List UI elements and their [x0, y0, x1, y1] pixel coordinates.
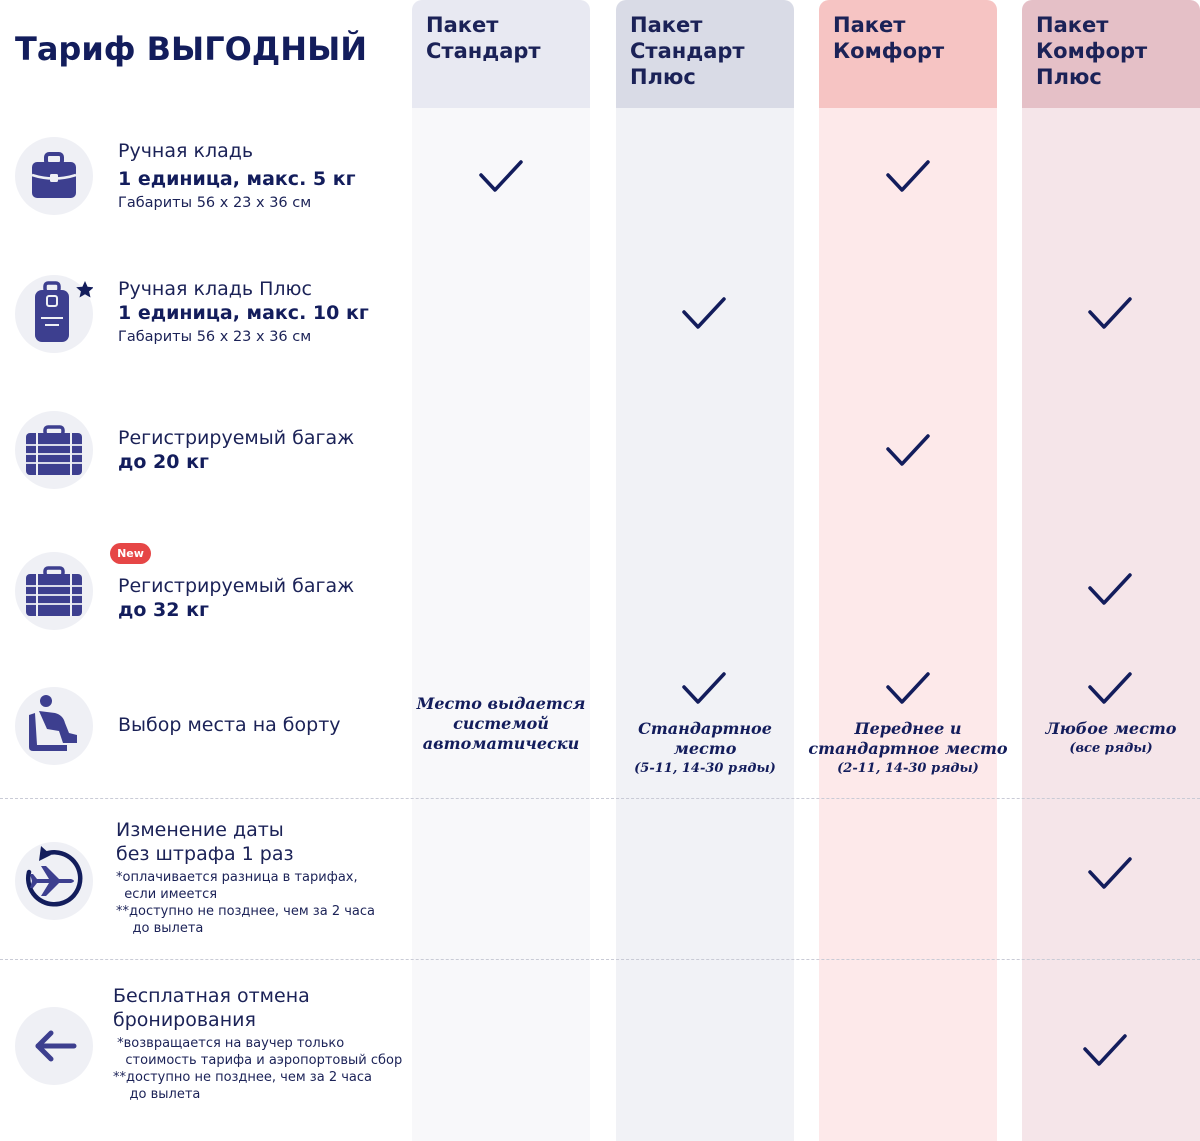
- checkmark-icon: [1087, 296, 1133, 332]
- row-hand-luggage-plus: [118, 277, 369, 347]
- row-label: Изменение даты: [116, 819, 284, 841]
- row-footnote: до вылета: [116, 921, 204, 936]
- row-label: без штрафа 1 раз: [116, 843, 294, 865]
- row-hand-luggage: [118, 139, 356, 213]
- package-name-line: Стандарт: [630, 39, 745, 63]
- seat-note-rows: (2-11, 14-30 ряды): [837, 761, 979, 776]
- package-name-line: Плюс: [1036, 65, 1102, 89]
- row-label: Регистрируемый багаж: [118, 575, 355, 597]
- package-name-line: Плюс: [630, 65, 696, 89]
- seat-note-line: Любое место: [1045, 719, 1177, 738]
- row-footnote: если имеется: [116, 887, 218, 902]
- package-header: [1022, 0, 1200, 108]
- checkmark-icon: [1082, 1033, 1128, 1069]
- row-divider: [0, 959, 1200, 960]
- page-title: Тариф ВЫГОДНЫЙ: [15, 30, 367, 68]
- row-detail: до 20 кг: [118, 451, 209, 473]
- checkmark-icon: [478, 159, 524, 195]
- plane-circular-arrow-icon: [15, 842, 93, 920]
- package-header: [412, 0, 590, 108]
- checkmark-icon: [1087, 671, 1133, 707]
- row-label: Ручная кладь: [118, 140, 254, 162]
- row-change-date: [116, 818, 375, 937]
- checkmark-icon: [885, 671, 931, 707]
- briefcase-icon: [15, 137, 93, 215]
- seat-note-line: Место выдается: [416, 694, 586, 713]
- arrow-left-icon: [15, 1007, 93, 1085]
- row-dimensions: Габариты 56 х 23 х 36 см: [118, 329, 312, 345]
- package-name-line: Пакет: [1036, 13, 1109, 37]
- row-label: Выбор места на борту: [118, 714, 341, 736]
- checkmark-icon: [885, 159, 931, 195]
- package-name-line: Комфорт: [1036, 39, 1148, 63]
- row-checked-32: [118, 574, 354, 622]
- row-footnote: *возвращается на ваучер только: [113, 1036, 345, 1051]
- new-badge: New: [110, 543, 151, 564]
- package-column-body: [1022, 108, 1200, 1141]
- seat-note-rows: (5-11, 14-30 ряды): [634, 761, 776, 776]
- seat-note-line: Переднее и: [854, 719, 962, 738]
- row-label: Ручная кладь Плюс: [118, 278, 312, 300]
- seat-note-comfort: [808, 719, 1008, 779]
- package-name-line: Стандарт: [426, 39, 541, 63]
- package-name-line: Пакет: [630, 13, 703, 37]
- row-footnote: стоимость тарифа и аэропортовый сбор: [113, 1053, 403, 1068]
- package-name-line: Комфорт: [833, 39, 945, 63]
- row-divider: [0, 798, 1200, 799]
- row-footnote: до вылета: [113, 1087, 201, 1102]
- row-dimensions: Габариты 56 х 23 х 36 см: [118, 195, 312, 211]
- row-detail: до 32 кг: [118, 599, 209, 621]
- seat-passenger-icon: [15, 687, 93, 765]
- row-label: бронирования: [113, 1009, 256, 1031]
- seat-note-standard-plus: [605, 719, 805, 779]
- row-footnote: **доступно не позднее, чем за 2 часа: [113, 1070, 372, 1085]
- row-footnote: *оплачивается разница в тарифах,: [116, 870, 358, 885]
- checkmark-icon: [681, 671, 727, 707]
- seat-note-rows: (все ряды): [1069, 741, 1153, 756]
- package-name-line: Пакет: [426, 13, 499, 37]
- package-column-body: [819, 108, 997, 1141]
- package-column-standard-plus: [616, 0, 794, 1141]
- seat-note-line: Стандартное: [638, 719, 772, 738]
- checkmark-icon: [1087, 572, 1133, 608]
- checkmark-icon: [1087, 856, 1133, 892]
- checkmark-icon: [681, 296, 727, 332]
- seat-note-comfort-plus: [1011, 719, 1200, 759]
- row-footnote: **доступно не позднее, чем за 2 часа: [116, 904, 375, 919]
- seat-note-line: системой: [453, 714, 549, 733]
- backpack-star-icon: [15, 275, 93, 353]
- suitcase-icon: [15, 411, 93, 489]
- row-seat-selection: [118, 713, 341, 737]
- seat-note-line: место: [673, 739, 737, 758]
- package-header: [616, 0, 794, 108]
- seat-note-line: автоматически: [422, 734, 580, 753]
- package-column-body: [412, 108, 590, 1141]
- package-column-comfort-plus: [1022, 0, 1200, 1141]
- suitcase-icon: [15, 552, 93, 630]
- package-name-line: Пакет: [833, 13, 906, 37]
- checkmark-icon: [885, 433, 931, 469]
- row-label: Бесплатная отмена: [113, 985, 310, 1007]
- row-free-cancellation: [113, 984, 402, 1103]
- row-label: Регистрируемый багаж: [118, 427, 355, 449]
- row-detail: 1 единица, макс. 10 кг: [118, 302, 369, 324]
- seat-note-line: стандартное место: [808, 739, 1008, 758]
- package-column-body: [616, 108, 794, 1141]
- package-header: [819, 0, 997, 108]
- seat-note-standard: [401, 694, 601, 754]
- row-detail: 1 единица, макс. 5 кг: [118, 168, 356, 190]
- row-checked-20: [118, 426, 354, 474]
